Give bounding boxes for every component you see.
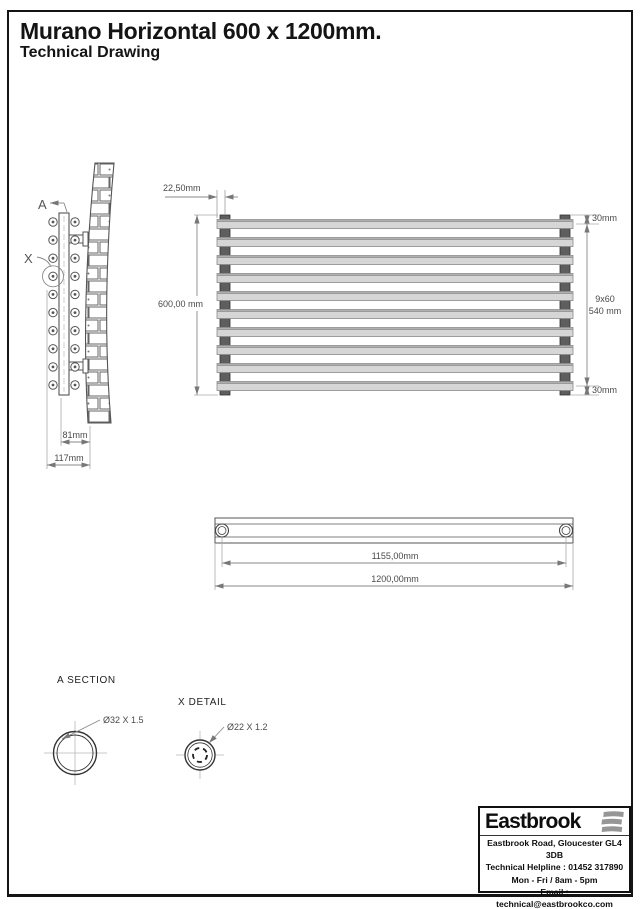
dim-label-1200: 1200,00mm	[371, 574, 419, 584]
x-detail-leader	[209, 727, 224, 743]
hours-line: Mon - Fri / 8am - 5pm	[511, 874, 598, 885]
helpline-line: Technical Helpline : 01452 317890	[485, 862, 624, 873]
brand-name: Eastbrook	[485, 810, 581, 833]
dim-label-30-top: 30mm	[592, 213, 618, 223]
x-detail-title: X DETAIL	[178, 697, 227, 708]
contact-details	[480, 836, 629, 909]
page-title: Murano Horizontal 600 x 1200mm.	[20, 18, 382, 44]
collector-side	[59, 213, 69, 395]
page-subtitle: Technical Drawing	[20, 44, 161, 61]
section-a-marker: A	[38, 197, 47, 212]
detail-x-marker: X	[24, 251, 33, 266]
top-view-body	[215, 518, 573, 543]
side-view-drawing	[15, 150, 135, 470]
dim-label-2250: 22,50mm	[163, 183, 201, 193]
a-section-title: A SECTION	[57, 675, 116, 686]
a-section-dim-label: Ø32 X 1.5	[103, 715, 144, 725]
eastbrook-logo	[480, 808, 629, 836]
section-a-leader	[50, 203, 67, 212]
dim-right-ext	[571, 215, 599, 395]
a-section-drawing	[30, 700, 150, 800]
address-line: Eastbrook Road, Gloucester GL4 3DB	[487, 838, 622, 861]
x-detail-dim-label: Ø22 X 1.2	[227, 722, 268, 732]
top-view-drawing	[150, 505, 628, 605]
title-block	[20, 18, 381, 62]
radiator-tubes	[217, 220, 573, 391]
dim-label-600: 600,00 mm	[158, 299, 204, 309]
wall-section	[86, 163, 114, 423]
x-detail-drawing	[160, 705, 290, 805]
dim-label-pitch-2: 540 mm	[588, 306, 622, 316]
dim-label-81: 81mm	[62, 430, 88, 440]
eastbrook-logo-mark	[600, 810, 624, 834]
email-line: Email : technical@eastbrookco.com	[496, 886, 613, 909]
dim-2250	[165, 190, 238, 218]
dim-label-pitch-1: 9x60	[595, 294, 615, 304]
dim-label-117: 117mm	[54, 453, 84, 463]
front-view-drawing	[150, 175, 628, 415]
x-detail-outer-circle	[185, 740, 215, 770]
manufacturer-info-box	[478, 806, 631, 909]
dim-label-1155: 1155,00mm	[371, 551, 419, 561]
dim-label-30-bottom: 30mm	[592, 385, 618, 395]
